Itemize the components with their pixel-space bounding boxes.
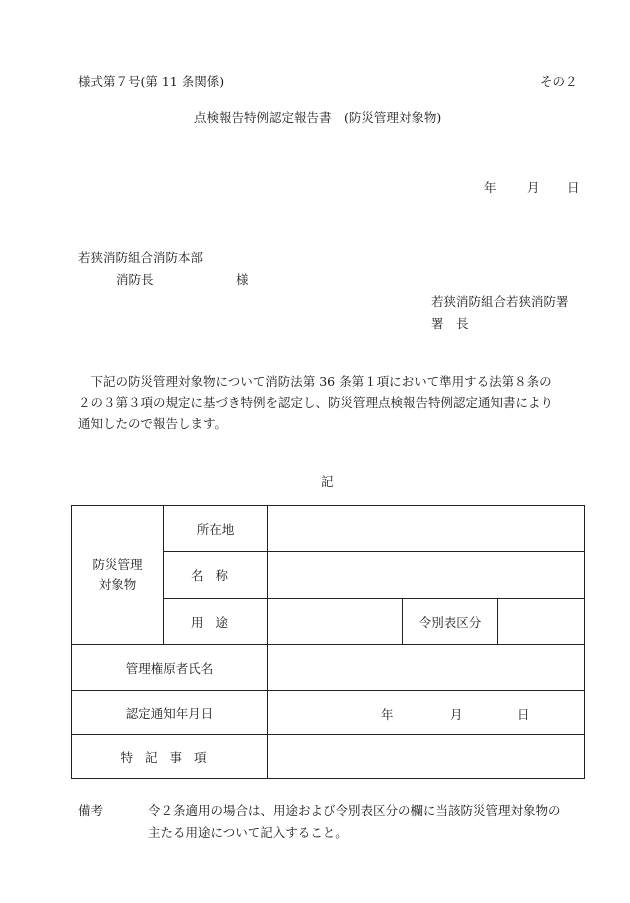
name-value[interactable] bbox=[268, 552, 585, 599]
body-line: 通知したので報告します。 bbox=[78, 416, 228, 431]
category-line: 対象物 bbox=[98, 577, 137, 592]
use-label: 用途 bbox=[164, 599, 268, 645]
body-paragraph bbox=[78, 371, 583, 434]
sheet-number: その２ bbox=[540, 74, 578, 89]
remarks-label: 特記事項 bbox=[72, 735, 268, 779]
remarks-value[interactable] bbox=[268, 735, 585, 779]
cert-date-year: 年 bbox=[381, 707, 394, 722]
note-line: 令２条適用の場合は、用途および令別表区分の欄に当該防災管理対象物の bbox=[148, 803, 561, 818]
ki-heading: 記 bbox=[321, 474, 334, 489]
name-label: 名称 bbox=[164, 552, 268, 599]
document-title: 点検報告特例認定報告書 (防災管理対象物) bbox=[194, 110, 442, 125]
owner-label: 管理権原者氏名 bbox=[72, 645, 268, 691]
cert-date-day: 日 bbox=[517, 707, 530, 722]
date-year: 年 bbox=[484, 180, 497, 195]
use-value[interactable] bbox=[268, 599, 403, 645]
category-cell bbox=[72, 506, 164, 645]
date-month: 月 bbox=[527, 180, 540, 195]
recipient-title: 消防長 bbox=[116, 272, 154, 287]
cert-date-value[interactable] bbox=[268, 691, 585, 735]
report-table bbox=[71, 505, 585, 779]
category-line: 防災管理 bbox=[92, 557, 143, 572]
note-label: 備考 bbox=[78, 803, 104, 818]
sender-title: 署 長 bbox=[431, 316, 469, 331]
note-line: 主たる用途について記入すること。 bbox=[148, 825, 348, 840]
recipient-honorific: 様 bbox=[236, 272, 249, 287]
sender-org: 若狭消防組合若狭消防署 bbox=[431, 294, 569, 309]
location-value[interactable] bbox=[268, 506, 585, 552]
owner-value[interactable] bbox=[268, 645, 585, 691]
date-day: 日 bbox=[567, 180, 580, 195]
body-line: ２の３第３項の規定に基づき特例を認定し、防災管理点検報告特例認定通知書により bbox=[78, 395, 554, 410]
location-label: 所在地 bbox=[164, 506, 268, 552]
appendix-class-label: 令別表区分 bbox=[403, 599, 498, 645]
body-line: 下記の防災管理対象物について消防法第 36 条第１項において準用する法第８条の bbox=[78, 374, 552, 389]
cert-date-month: 月 bbox=[450, 707, 463, 722]
recipient-org: 若狭消防組合消防本部 bbox=[78, 250, 204, 265]
appendix-class-value[interactable] bbox=[498, 599, 585, 645]
note-section bbox=[78, 800, 561, 844]
cert-date-label: 認定通知年月日 bbox=[72, 691, 268, 735]
form-number: 様式第７号(第 11 条関係) bbox=[78, 74, 225, 89]
